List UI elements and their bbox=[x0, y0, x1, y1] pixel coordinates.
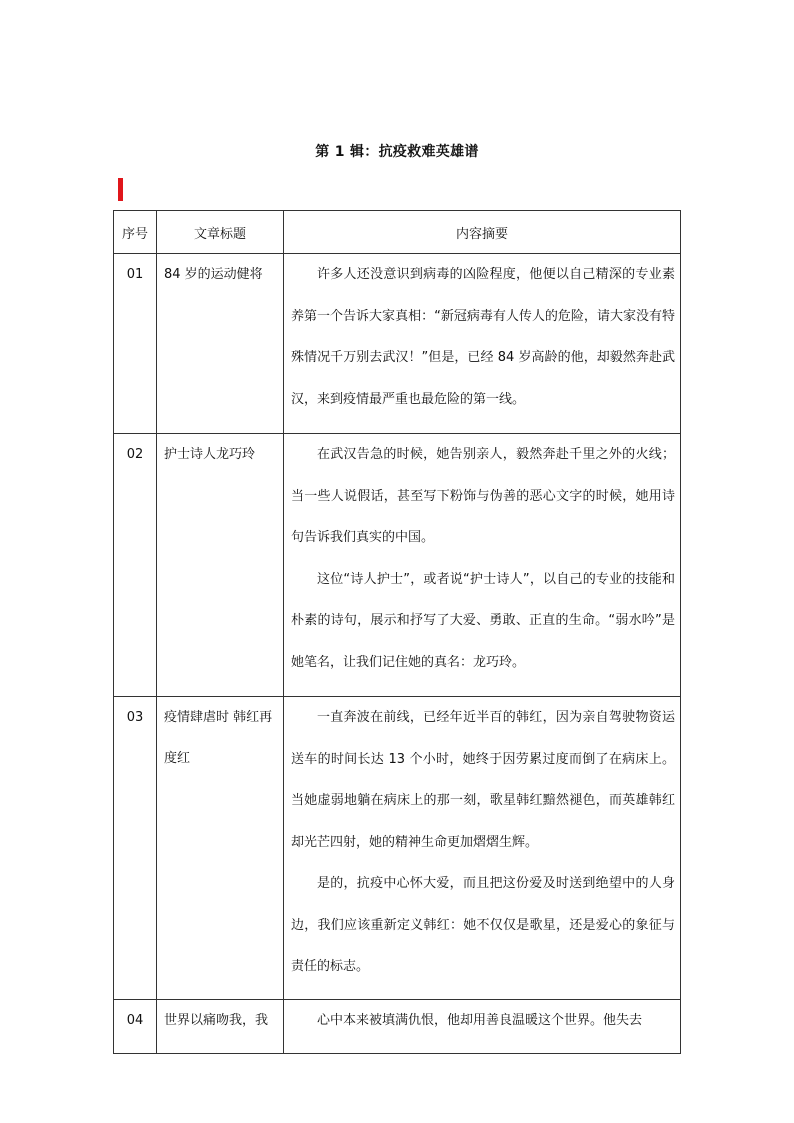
row-title-text: 84 岁的运动健将 bbox=[164, 267, 263, 282]
header-summary: 内容摘要 bbox=[284, 211, 681, 254]
table-row bbox=[114, 1000, 681, 1054]
table-row bbox=[114, 434, 681, 697]
row-title-text: 疫情肆虐时 韩红再度红 bbox=[164, 710, 273, 766]
header-title: 文章标题 bbox=[157, 211, 284, 254]
summary-paragraph: 这位“诗人护士”，或者说“护士诗人”，以自己的专业的技能和朴素的诗句，展示和抒写了大爱、勇敢、正直的生命。“弱水吟”是她笔名，让我们记住她的真名：龙巧玲。 bbox=[291, 571, 675, 670]
row-summary bbox=[284, 254, 681, 434]
table-row bbox=[114, 697, 681, 1000]
table-header-row bbox=[114, 211, 681, 254]
summary-paragraph: 在武汉告急的时候，她告别亲人，毅然奔赴千里之外的火线；当一些人说假话，甚至写下粉饰与伪善的恶心文字的时候，她用诗句告诉我们真实的中国。 bbox=[291, 447, 675, 545]
section-marker bbox=[118, 178, 123, 201]
summary-paragraph: 是的，抗疫中心怀大爱，而且把这份爱及时送到绝望中的人身边，我们应该重新定义韩红：她不仅仅是歌星，还是爱心的象征与责任的标志。 bbox=[291, 876, 675, 974]
summary-paragraph: 许多人还没意识到病毒的凶险程度，他便以自己精深的专业素养第一个告诉大家真相：“新冠病毒有人传人的危险，请大家没有特殊情况千万别去武汉！”但是，已经 84 岁高龄的他，却毅然奔赴武汉，来到疫情最严重也最危险的第一线。 bbox=[291, 267, 675, 407]
row-title bbox=[157, 254, 284, 434]
row-title-text: 世界以痛吻我，我 bbox=[164, 1013, 269, 1028]
row-title bbox=[157, 1000, 284, 1054]
summary-paragraph: 心中本来被填满仇恨，他却用善良温暖这个世界。他失去 bbox=[317, 1013, 643, 1028]
summary-paragraph: 一直奔波在前线，已经年近半百的韩红，因为亲自驾驶物资运送车的时间长达 13 个小时，她终于因劳累过度而倒了在病床上。当她虚弱地躺在病床上的那一刻，歌星韩红黯然褪色，而英雄韩红却光芒四射，她的精神生命更加熠熠生辉。 bbox=[291, 710, 675, 850]
row-summary bbox=[284, 434, 681, 697]
row-title bbox=[157, 697, 284, 1000]
row-num: 02 bbox=[114, 434, 157, 697]
summary-table bbox=[113, 210, 681, 1054]
table-row bbox=[114, 254, 681, 434]
row-summary bbox=[284, 697, 681, 1000]
row-num: 01 bbox=[114, 254, 157, 434]
row-title-text: 护士诗人龙巧玲 bbox=[164, 447, 256, 462]
row-num: 03 bbox=[114, 697, 157, 1000]
row-summary bbox=[284, 1000, 681, 1054]
row-title bbox=[157, 434, 284, 697]
page-title: 第 1 辑：抗疫救难英雄谱 bbox=[315, 144, 479, 160]
row-num: 04 bbox=[114, 1000, 157, 1054]
header-num: 序号 bbox=[114, 211, 157, 254]
